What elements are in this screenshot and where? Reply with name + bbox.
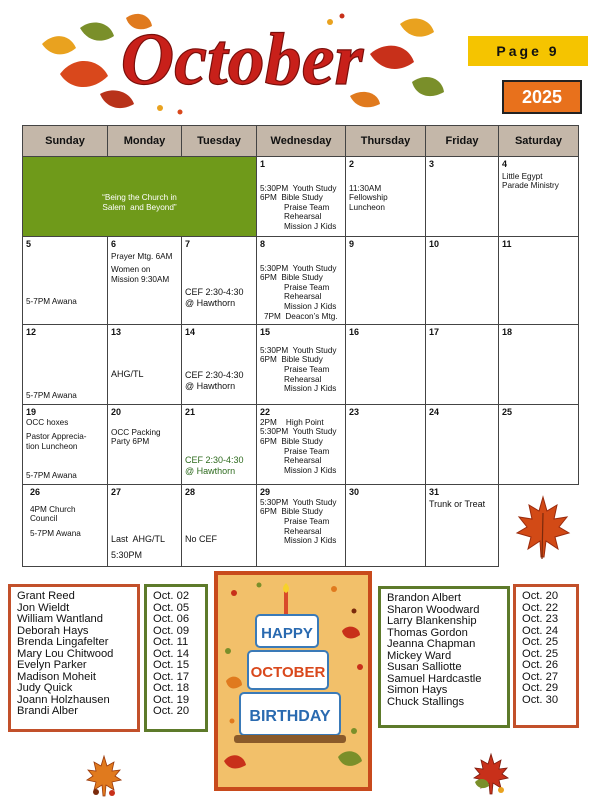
event-text: Prayer Mtg. 6AM [111, 251, 173, 261]
event-text: 2PM High Point [260, 417, 324, 427]
birthday-date: Oct. 17 [153, 670, 190, 683]
birthday-date: Oct. 15 [153, 659, 190, 671]
event-text: Women on [111, 265, 151, 275]
day-cell [426, 405, 499, 485]
day-number: 5 [26, 239, 32, 249]
day-number: 21 [185, 407, 196, 418]
event-text: CEF 2:30-4:30 [185, 455, 244, 466]
week-row [23, 157, 579, 237]
weekday-friday: Friday [426, 126, 499, 157]
birthday-date: Oct. 09 [153, 624, 190, 637]
birthday-date: Oct. 20 [153, 705, 190, 717]
year-label: 2025 [502, 80, 582, 114]
day-number: 22 [260, 407, 271, 418]
event-text: Trunk or Treat [429, 498, 486, 509]
day-cell [499, 237, 579, 325]
event-text: Praise Team [284, 282, 330, 292]
event-text: tion Luncheon [26, 441, 78, 451]
weekday-monday: Monday [108, 126, 182, 157]
event-text: 5:30PM Youth Study [260, 427, 337, 437]
day-cell [182, 405, 257, 485]
day-cell [182, 485, 257, 567]
birthday-name: Samuel Hardcastle [387, 672, 482, 685]
event-text: Praise Team [284, 516, 330, 526]
weekday-tuesday: Tuesday [182, 126, 257, 157]
day-number: 12 [26, 327, 37, 338]
event-text: 5:30PM Youth Study [260, 497, 337, 507]
event-text: @ Hawthorn [185, 466, 236, 477]
day-number: 10 [429, 239, 440, 249]
day-cell [23, 485, 108, 567]
birthday-name: Simon Hays [387, 684, 448, 696]
event-text: No CEF [185, 534, 218, 545]
birthday-name: Mickey Ward [387, 649, 452, 662]
week-row [23, 325, 579, 405]
birthday-name: Jeanna Chapman [387, 638, 476, 650]
weekday-sunday: Sunday [23, 126, 108, 157]
month-title: October [120, 19, 364, 101]
day-number: 11 [502, 239, 512, 249]
day-number: 30 [349, 487, 360, 498]
birthday-date: Oct. 24 [522, 624, 559, 637]
happy-october-birthday-card [214, 571, 372, 791]
event-text: AHG/TL [111, 369, 144, 380]
birthday-date: Oct. 25 [522, 647, 559, 660]
day-number: 7 [185, 239, 191, 249]
birthday-date: Oct. 05 [153, 601, 190, 614]
day-number: 15 [260, 327, 271, 338]
event-text: CEF 2:30-4:30 [185, 370, 244, 381]
day-number: 8 [260, 239, 266, 249]
event-text: Praise Team [284, 202, 330, 212]
day-cell [346, 485, 426, 567]
event-text: @ Hawthorn [185, 381, 236, 392]
birthday-name: Brandi Alber [17, 705, 78, 717]
day-cell [257, 485, 346, 567]
birthday-name: Brenda Lingafelter [17, 636, 109, 648]
event-text: Mission J Kids [284, 465, 337, 475]
event-text: Rehearsal [284, 374, 322, 384]
weekday-thursday: Thursday [346, 126, 426, 157]
day-cell [426, 325, 499, 405]
week-row [23, 405, 579, 485]
event-text: 5:30PM Youth Study [260, 345, 337, 355]
birthday-date: Oct. 29 [522, 682, 559, 694]
birthday-date: Oct. 11 [153, 636, 189, 648]
birthday-name: William Wantland [17, 613, 103, 625]
event-text: Rehearsal [284, 292, 322, 302]
birthday-date: Oct. 25 [522, 636, 559, 648]
event-text: Mission 9:30AM [111, 274, 170, 284]
day-cell [426, 485, 499, 567]
birthday-name: Evelyn Parker [17, 659, 87, 671]
day-number: 31 [429, 487, 440, 498]
birthday-names-left [8, 584, 140, 732]
birthday-name: Joann Holzhausen [17, 693, 110, 706]
day-number: 20 [111, 407, 122, 418]
card-line-birthday: BIRTHDAY [249, 708, 331, 725]
day-cell [257, 157, 346, 237]
birthday-name: Larry Blankenship [387, 615, 477, 627]
day-number: 16 [349, 327, 360, 338]
day-number: 14 [185, 327, 196, 338]
october-title-art [30, 4, 450, 120]
event-text: Fellowship [349, 193, 388, 203]
weekday-saturday: Saturday [499, 126, 579, 157]
day-cell [23, 405, 108, 485]
week-row [23, 485, 579, 567]
birthday-name: Sharon Woodward [387, 603, 480, 616]
event-text: Mission J Kids [284, 536, 337, 546]
event-text: OCC Packing [111, 427, 161, 437]
day-number: 13 [111, 327, 122, 338]
event-text: @ Hawthorn [185, 298, 236, 308]
day-cell [182, 237, 257, 325]
day-cell [108, 325, 182, 405]
birthday-date: Oct. 19 [153, 693, 190, 706]
day-number: 24 [429, 407, 440, 418]
day-number: 25 [502, 407, 513, 418]
theme-banner [23, 157, 257, 237]
day-number: 23 [349, 407, 360, 418]
event-text: Mission J Kids [284, 301, 337, 311]
page-number-label: Page 9 [468, 36, 588, 66]
birthday-date: Oct. 22 [522, 601, 559, 614]
event-text: Mission J Kids [284, 384, 337, 394]
birthday-name: Susan Salliotte [387, 661, 462, 673]
day-cell [499, 157, 579, 237]
birthday-name: Madison Moheit [17, 670, 96, 683]
day-cell [346, 157, 426, 237]
day-cell [257, 237, 346, 325]
day-number: 3 [429, 159, 435, 169]
event-text: 5:30PM [111, 550, 143, 561]
day-number: 26 [30, 487, 41, 498]
day-number: 28 [185, 487, 196, 498]
day-number: 19 [26, 407, 37, 418]
event-text: Rehearsal [284, 212, 322, 222]
event-text: Praise Team [284, 446, 330, 456]
birthday-name: Chuck Stallings [387, 695, 465, 708]
event-text: Rehearsal [284, 456, 322, 466]
event-text: Luncheon [349, 202, 385, 212]
day-number: 17 [429, 327, 440, 338]
event-text: 7PM Deacon’s Mtg. [264, 311, 338, 321]
autumn-leaf-icon [86, 754, 122, 798]
weekday-header-row [23, 126, 579, 157]
birthday-name: Brandon Albert [387, 592, 462, 604]
event-text: 5:30PM Youth Study [260, 183, 337, 193]
day-number: 1 [260, 159, 266, 169]
day-number: 4 [502, 159, 508, 169]
day-cell [182, 325, 257, 405]
day-number: 6 [111, 239, 117, 249]
birthday-name: Judy Quick [17, 682, 73, 694]
day-cell [426, 237, 499, 325]
day-number: 27 [111, 487, 122, 498]
birthday-date: Oct. 26 [522, 659, 559, 671]
day-cell [499, 325, 579, 405]
birthday-date: Oct. 06 [153, 613, 190, 625]
week-row [23, 237, 579, 325]
day-number: 29 [260, 487, 271, 498]
birthday-date: Oct. 30 [522, 693, 559, 706]
day-cell [346, 405, 426, 485]
event-text: Council [30, 514, 58, 524]
day-number: 9 [349, 239, 355, 249]
event-text: Party 6PM [111, 437, 150, 447]
maple-leaf-cell [499, 485, 579, 567]
birthday-name: Mary Lou Chitwood [17, 647, 114, 660]
event-text: Last AHG/TL [111, 534, 166, 545]
event-text: Parade Ministry [502, 181, 559, 191]
event-text: 4PM Church [30, 504, 76, 514]
october-calendar [22, 125, 579, 567]
birthday-dates-right [513, 584, 579, 728]
event-text: Little Egypt [502, 171, 543, 181]
theme-banner-line: Salem and Beyond” [102, 203, 177, 212]
event-text: 6PM Bible Study [260, 436, 323, 446]
card-line-october: OCTOBER [250, 664, 326, 681]
maple-leaf-icon [513, 493, 573, 563]
birthday-name: Thomas Gordon [387, 626, 468, 639]
birthday-date: Oct. 23 [522, 613, 559, 625]
day-cell [108, 485, 182, 567]
event-text: 6PM Bible Study [260, 355, 323, 365]
day-cell [23, 325, 108, 405]
event-text: 11:30AM [349, 183, 382, 193]
birthday-date: Oct. 02 [153, 590, 190, 602]
theme-banner-line: “Being the Church in [102, 193, 177, 203]
day-cell [108, 405, 182, 485]
event-text: Praise Team [284, 364, 330, 374]
birthday-date: Oct. 14 [153, 647, 190, 660]
day-cell [108, 237, 182, 325]
day-number: 18 [502, 327, 513, 338]
weekday-wednesday: Wednesday [257, 126, 346, 157]
event-text: OCC hoxes [26, 417, 69, 427]
day-cell [346, 325, 426, 405]
day-cell [426, 157, 499, 237]
birthday-date: Oct. 27 [522, 670, 559, 683]
card-line-happy: HAPPY [261, 625, 313, 642]
day-cell [346, 237, 426, 325]
event-text: 5-7PM Awana [26, 390, 77, 400]
day-cell [499, 405, 579, 485]
event-text: 6PM Bible Study [260, 193, 323, 203]
event-text: 5-7PM Awana [26, 470, 77, 480]
birthday-names-right [378, 586, 510, 728]
birthday-dates-left [144, 584, 208, 732]
event-text: 5-7PM Awana [26, 296, 77, 306]
event-text: 5-7PM Awana [30, 528, 81, 538]
birthday-date: Oct. 18 [153, 682, 190, 694]
event-text: 6PM Bible Study [260, 507, 323, 517]
event-text: Rehearsal [284, 526, 322, 536]
day-cell [257, 405, 346, 485]
event-text: 6PM Bible Study [260, 273, 323, 283]
event-text: 5:30PM Youth Study [260, 263, 337, 273]
birthday-date: Oct. 20 [522, 590, 559, 602]
birthday-name: Jon Wieldt [17, 601, 70, 614]
birthday-name: Deborah Hays [17, 624, 89, 637]
day-cell [257, 325, 346, 405]
birthday-name: Grant Reed [17, 590, 75, 602]
day-number: 2 [349, 159, 355, 169]
day-cell [23, 237, 108, 325]
event-text: CEF 2:30-4:30 [185, 287, 244, 297]
autumn-leaf-icon [471, 752, 511, 796]
event-text: Mission J Kids [284, 221, 337, 231]
event-text: Pastor Apprecia- [26, 432, 87, 442]
